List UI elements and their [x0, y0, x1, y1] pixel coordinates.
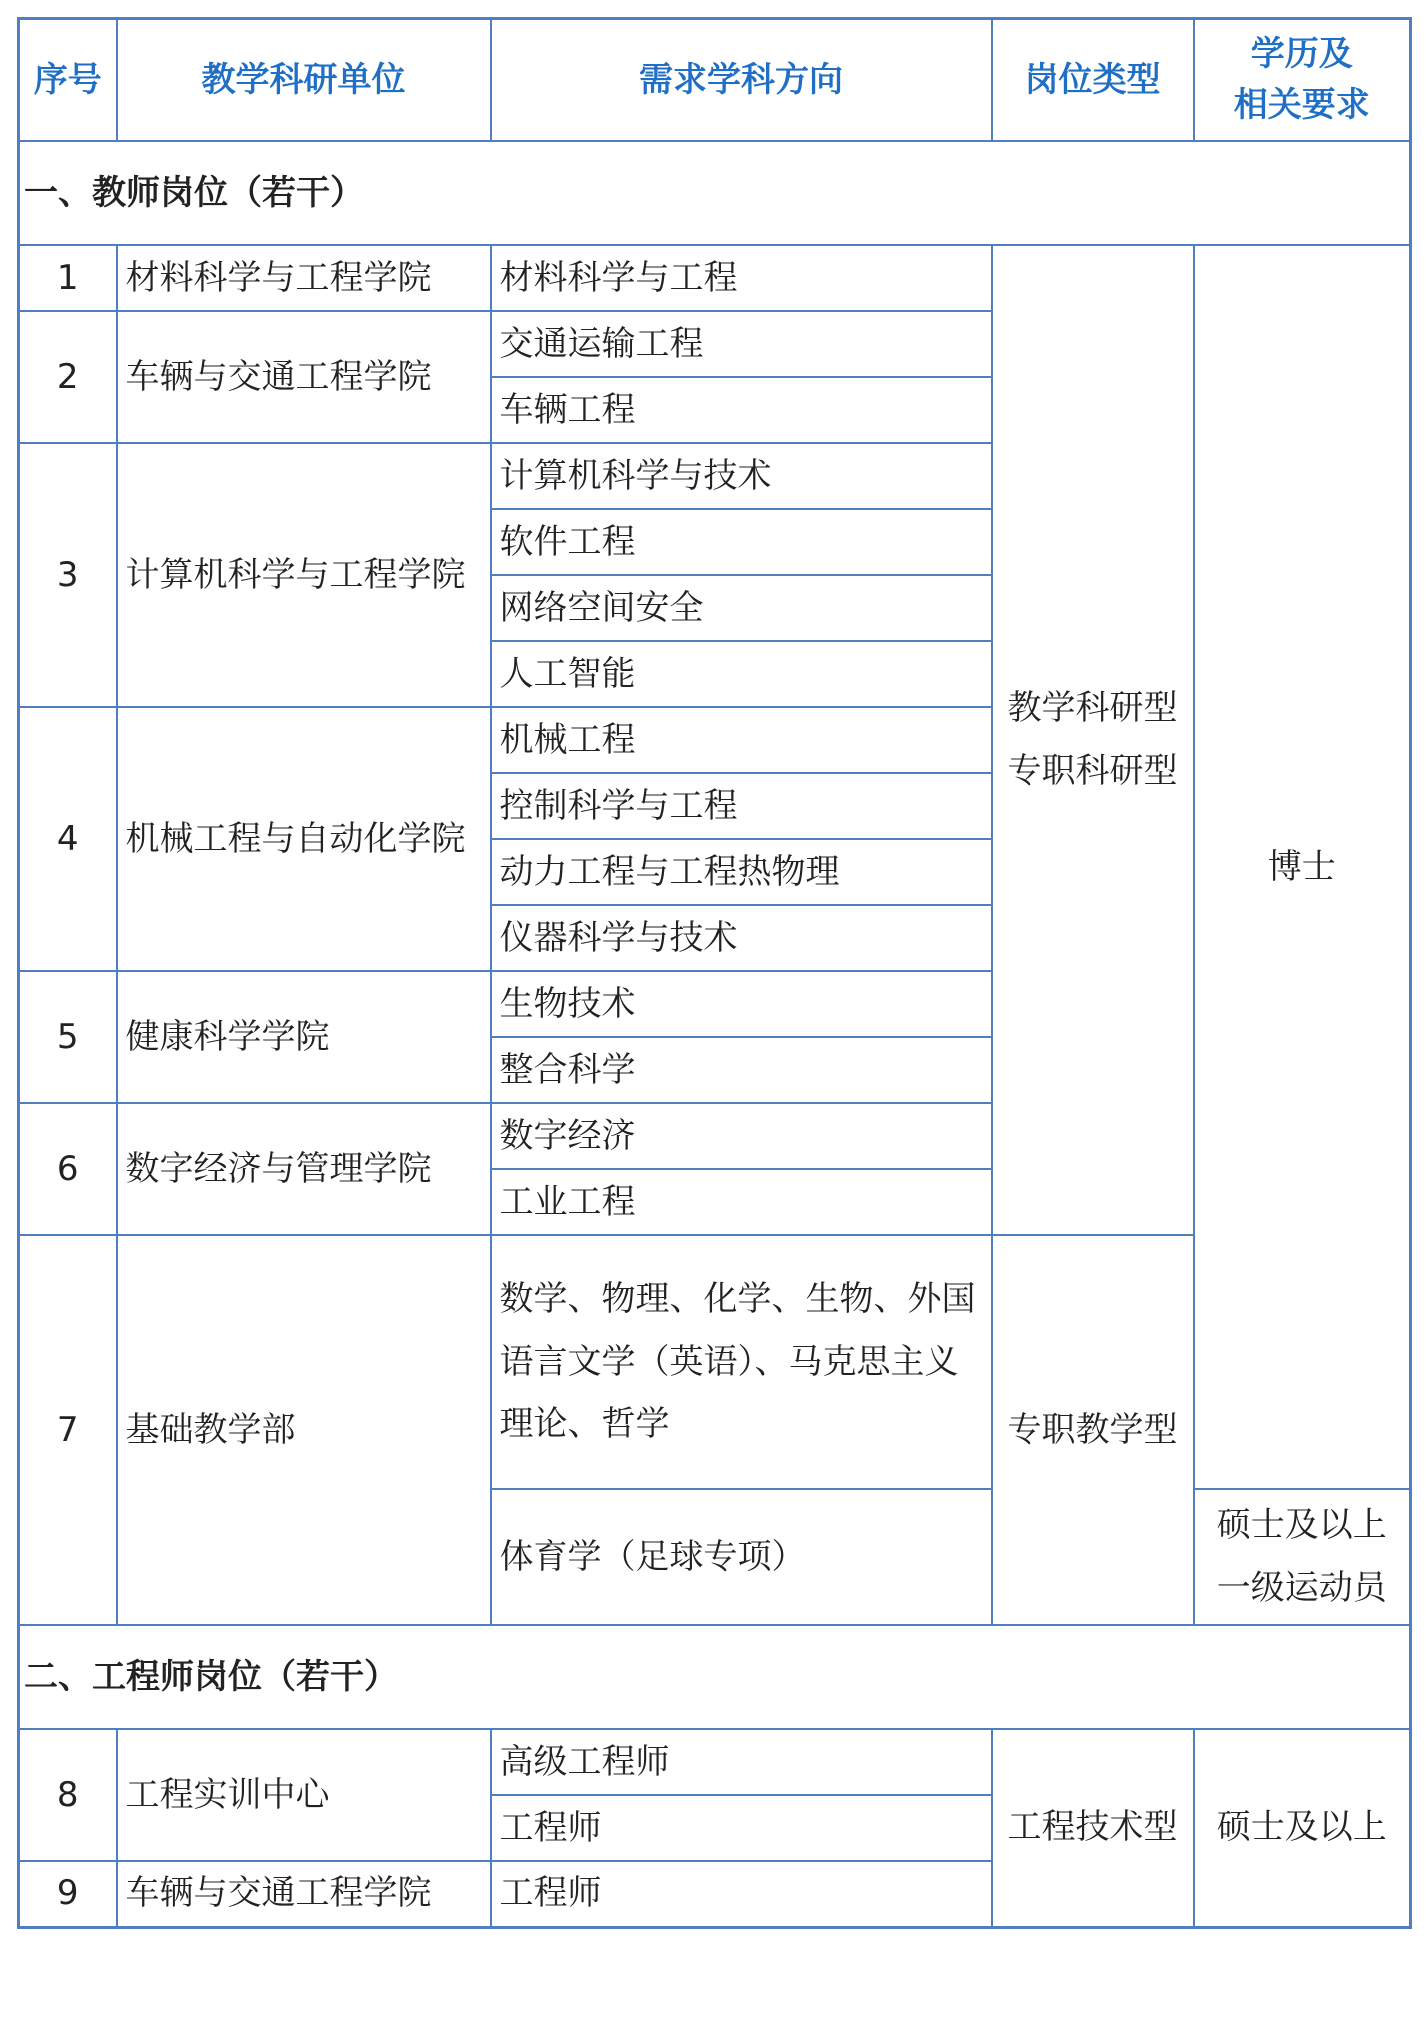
header-row	[19, 19, 1411, 142]
requirement-sports	[1194, 1489, 1411, 1625]
row-seq: 6	[19, 1103, 117, 1235]
requirement-doctor: 博士	[1194, 245, 1411, 1489]
header-education-line1: 学历及	[1250, 34, 1353, 74]
requirement-master: 硕士及以上	[1194, 1729, 1411, 1927]
row-subject: 工业工程	[491, 1169, 992, 1235]
header-education-line2: 相关要求	[1233, 85, 1370, 125]
row-subject: 体育学（足球专项）	[491, 1489, 992, 1625]
row-seq: 3	[19, 443, 117, 707]
row-seq: 9	[19, 1861, 117, 1927]
row-subject: 数字经济	[491, 1103, 992, 1169]
row-subject: 软件工程	[491, 509, 992, 575]
recruitment-table	[17, 17, 1412, 1929]
row-seq: 8	[19, 1729, 117, 1861]
header-post-type: 岗位类型	[992, 19, 1194, 142]
row-unit: 机械工程与自动化学院	[117, 707, 491, 971]
row-subject: 工程师	[491, 1795, 992, 1861]
post-type-research-line1: 教学科研型	[1007, 688, 1178, 729]
row-subject: 整合科学	[491, 1037, 992, 1103]
header-education	[1194, 19, 1411, 142]
row-unit: 材料科学与工程学院	[117, 245, 491, 311]
row-subject: 生物技术	[491, 971, 992, 1037]
row-subject: 控制科学与工程	[491, 773, 992, 839]
row-seq: 4	[19, 707, 117, 971]
row-subject: 动力工程与工程热物理	[491, 839, 992, 905]
header-unit: 教学科研单位	[117, 19, 491, 142]
row-seq: 2	[19, 311, 117, 443]
row-subject: 车辆工程	[491, 377, 992, 443]
row-unit: 车辆与交通工程学院	[117, 1861, 491, 1927]
row-unit: 工程实训中心	[117, 1729, 491, 1861]
row-seq: 7	[19, 1235, 117, 1625]
row-subject: 数学、物理、化学、生物、外国语言文学（英语）、马克思主义理论、哲学	[491, 1235, 992, 1489]
row-subject: 仪器科学与技术	[491, 905, 992, 971]
requirement-sports-line2: 一级运动员	[1216, 1568, 1387, 1608]
row-unit: 数字经济与管理学院	[117, 1103, 491, 1235]
row-subject: 人工智能	[491, 641, 992, 707]
post-type-research	[992, 245, 1194, 1235]
section-title-engineer: 二、工程师岗位（若干）	[19, 1625, 1411, 1729]
requirement-sports-line1: 硕士及以上	[1216, 1505, 1387, 1546]
row-subject: 计算机科学与技术	[491, 443, 992, 509]
section-title-teacher: 一、教师岗位（若干）	[19, 141, 1411, 245]
row-subject: 机械工程	[491, 707, 992, 773]
section-row-engineer	[19, 1625, 1411, 1729]
post-type-teaching: 专职教学型	[992, 1235, 1194, 1625]
table-row	[19, 1729, 1411, 1795]
header-seq: 序号	[19, 19, 117, 142]
row-subject: 网络空间安全	[491, 575, 992, 641]
section-row-teacher	[19, 141, 1411, 245]
row-unit: 车辆与交通工程学院	[117, 311, 491, 443]
row-subject: 材料科学与工程	[491, 245, 992, 311]
row-subject: 高级工程师	[491, 1729, 992, 1795]
recruitment-table-container	[17, 17, 1412, 1929]
row-unit: 计算机科学与工程学院	[117, 443, 491, 707]
post-type-engineering: 工程技术型	[992, 1729, 1194, 1927]
row-seq: 1	[19, 245, 117, 311]
row-subject: 交通运输工程	[491, 311, 992, 377]
row-subject: 工程师	[491, 1861, 992, 1927]
row-unit: 基础教学部	[117, 1235, 491, 1625]
table-row	[19, 245, 1411, 311]
header-subject: 需求学科方向	[491, 19, 992, 142]
post-type-research-line2: 专职科研型	[1007, 751, 1178, 791]
row-unit: 健康科学学院	[117, 971, 491, 1103]
row-seq: 5	[19, 971, 117, 1103]
